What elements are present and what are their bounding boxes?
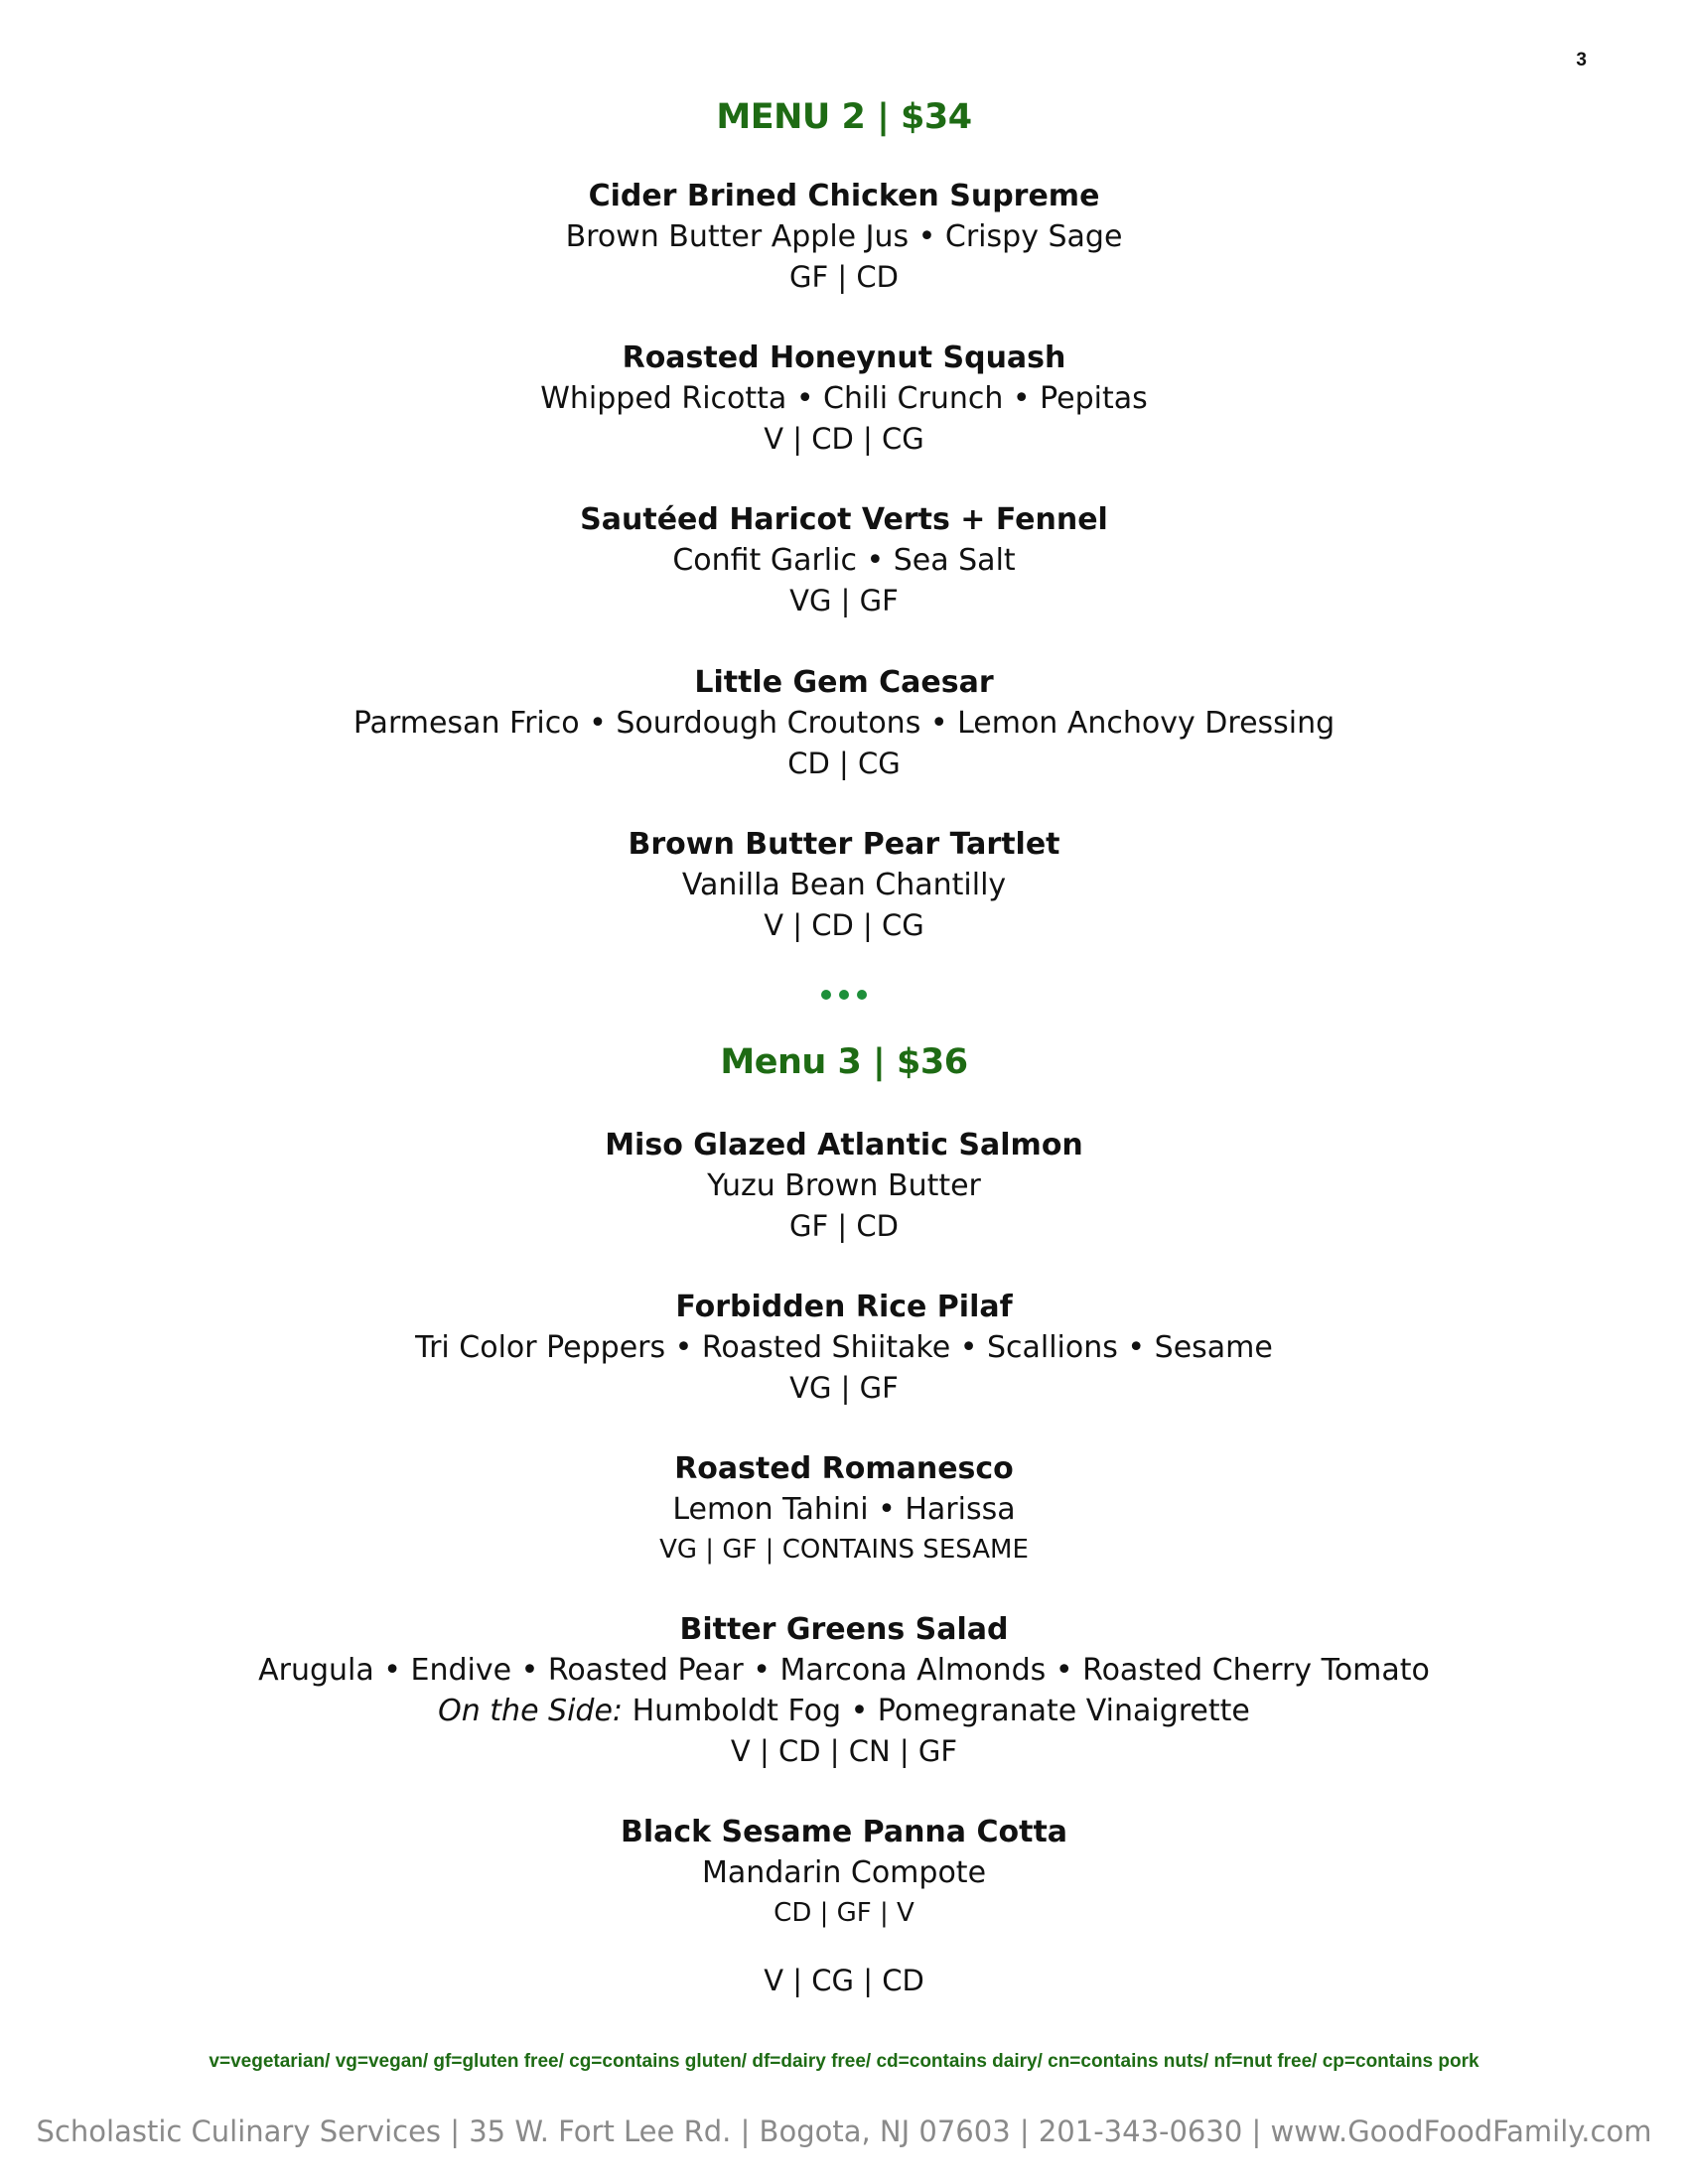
dish-tags: CD | GF | V	[774, 1898, 914, 1928]
menu-3-title: Menu 3 | $36	[720, 1042, 968, 1082]
dish-name: Roasted Romanesco	[674, 1451, 1014, 1486]
dish-description: Vanilla Bean Chantilly	[681, 868, 1007, 902]
menu-2-dish-1	[0, 176, 1688, 298]
dish-description: Confit Garlic • Sea Salt	[672, 543, 1016, 578]
dish-name: Roasted Honeynut Squash	[622, 341, 1066, 375]
menu-3-dish-2	[0, 1287, 1688, 1409]
dish-side-line	[0, 1691, 1688, 1731]
menu-2-dish-2	[0, 338, 1688, 460]
dish-description: Parmesan Frico • Sourdough Croutons • Lemon Anchovy Dressing	[352, 706, 1336, 741]
dish-name: Bitter Greens Salad	[679, 1612, 1009, 1647]
dish-description: Whipped Ricotta • Chili Crunch • Pepitas	[540, 381, 1148, 416]
section-divider	[0, 987, 1688, 1007]
dish-description: Brown Butter Apple Jus • Crispy Sage	[565, 219, 1123, 254]
dish-name: Miso Glazed Atlantic Salmon	[605, 1128, 1083, 1162]
extra-dietary-tags: V | CG | CD	[764, 1964, 924, 1997]
menu-3-dish-4	[0, 1609, 1688, 1772]
dish-tags: VG | GF	[789, 584, 899, 617]
dish-tags: GF | CD	[789, 1209, 899, 1243]
dish-description: Lemon Tahini • Harissa	[672, 1492, 1016, 1527]
dish-name: Brown Butter Pear Tartlet	[628, 827, 1060, 862]
footer-contact: Scholastic Culinary Services | 35 W. Fort Lee Rd. | Bogota, NJ 07603 | 201-343-0630 | www.GoodFoodFamily.com	[36, 2115, 1652, 2148]
dish-tags: V | CD | CG	[764, 908, 924, 942]
dish-tags: VG | GF | CONTAINS SESAME	[659, 1535, 1029, 1565]
dish-description: Arugula • Endive • Roasted Pear • Marcona Almonds • Roasted Cherry Tomato	[258, 1653, 1430, 1688]
divider-dot	[839, 990, 849, 1000]
dish-name: Forbidden Rice Pilaf	[675, 1290, 1013, 1324]
menu-3-dish-3	[0, 1448, 1688, 1570]
divider-dot	[857, 990, 867, 1000]
menu-3-dish-1	[0, 1125, 1688, 1247]
dish-description: Tri Color Peppers • Roasted Shiitake • Scallions • Sesame	[415, 1330, 1273, 1365]
dish-description: Mandarin Compote	[701, 1855, 987, 1890]
dish-tags: CD | CG	[787, 747, 901, 780]
dish-name: Cider Brined Chicken Supreme	[588, 179, 1100, 213]
menu-2-dish-4	[0, 662, 1688, 784]
side-description: Humboldt Fog • Pomegranate Vinaigrette	[623, 1694, 1250, 1728]
side-label: On the Side:	[438, 1694, 624, 1728]
menu-3-dish-5	[0, 1812, 1688, 1934]
dietary-legend: v=vegetarian/ vg=vegan/ gf=gluten free/ cg=contains gluten/ df=dairy free/ cd=contains dairy/ cn=contains nuts/ nf=nut free/ cp=contains pork	[209, 2051, 1479, 2072]
page-number: 3	[1576, 50, 1587, 70]
menu-2-title: MENU 2 | $34	[716, 97, 972, 137]
menu-2-dish-5	[0, 824, 1688, 946]
dish-name: Sautéed Haricot Verts + Fennel	[580, 502, 1108, 537]
dish-tags: GF | CD	[789, 260, 899, 294]
dish-name: Black Sesame Panna Cotta	[620, 1815, 1068, 1849]
dish-tags: V | CD | CG	[764, 422, 924, 456]
dish-tags: V | CD | CN | GF	[730, 1734, 958, 1768]
dish-description: Yuzu Brown Butter	[707, 1168, 981, 1203]
menu-2-dish-3	[0, 499, 1688, 621]
dish-name: Little Gem Caesar	[694, 665, 994, 700]
divider-dot	[821, 990, 831, 1000]
dish-tags: VG | GF	[789, 1371, 899, 1405]
